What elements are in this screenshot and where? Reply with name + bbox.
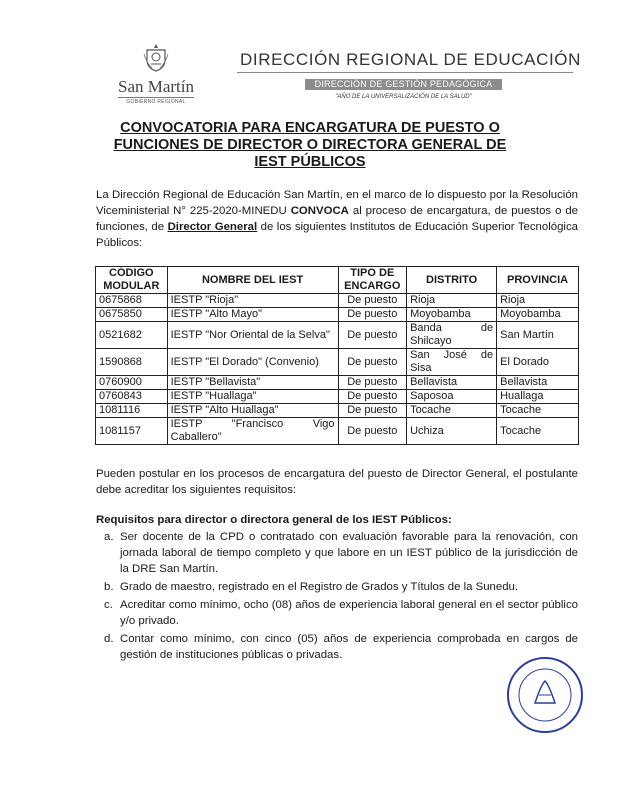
intro-director-general: Director General [167, 221, 258, 233]
cell-provincia: Tocache [497, 418, 579, 445]
table-row [96, 294, 579, 308]
cell-nombre: IESTP "Francisco Vigo Caballero" [167, 418, 338, 445]
col-header-codigo: CÓDIGO MODULAR [96, 267, 168, 294]
cell-codigo: 0760900 [96, 376, 168, 390]
requirement-marker: b. [104, 581, 114, 593]
cell-codigo: 1590868 [96, 349, 168, 376]
cell-provincia: San Martín [497, 322, 579, 349]
cell-distrito: Uchiza [407, 418, 497, 445]
requirement-marker: d. [104, 633, 114, 645]
requirements-heading: Requisitos para director o directora general de los IEST Públicos: [96, 514, 452, 526]
intro-paragraph [96, 187, 578, 251]
intro-text: La Dirección Regional de Educación San Martín, en el marco de lo dispuesto por la Resolución Viceministerial N° 225-2020-MINEDU [96, 189, 578, 217]
cell-codigo: 0521682 [96, 322, 168, 349]
cell-distrito: Rioja [407, 294, 497, 308]
cell-tipo: De puesto [338, 376, 407, 390]
requirement-text: Contar como mínimo, con cinco (05) años de experiencia comprobada en cargos de gestión de instituciones públicas o privadas. [120, 633, 578, 661]
cell-tipo: De puesto [338, 308, 407, 322]
cell-provincia: Huallaga [497, 390, 579, 404]
header-title: DIRECCIÓN REGIONAL DE EDUCACIÓN [240, 50, 582, 69]
cell-codigo: 0760843 [96, 390, 168, 404]
requirements-list [96, 529, 578, 665]
table-row [96, 418, 579, 445]
cell-nombre: IESTP "Huallaga" [167, 390, 338, 404]
requirement-text: Grado de maestro, registrado en el Registro de Grados y Títulos de la Sunedu. [120, 581, 519, 593]
cell-tipo: De puesto [338, 322, 407, 349]
table-row [96, 349, 579, 376]
cell-distrito: Saposoa [407, 390, 497, 404]
intro-text: de los siguientes Institutos de Educación Superior Tecnológica Públicos: [96, 221, 578, 249]
cell-nombre: IESTP "Bellavista" [167, 376, 338, 390]
cell-distrito: San José de Sisa [407, 349, 497, 376]
table-header-row [96, 267, 579, 294]
cell-nombre: IESTP "Alto Mayo" [167, 308, 338, 322]
table-row [96, 308, 579, 322]
col-header-provincia: PROVINCIA [497, 267, 579, 294]
requirement-text: Acreditar como mínimo, ocho (08) años de experiencia laboral general en el sector público y/o privado. [120, 599, 578, 627]
requirement-marker: a. [104, 531, 114, 543]
requirement-item [96, 579, 578, 595]
cell-distrito: Bellavista [407, 376, 497, 390]
iest-table [95, 266, 579, 445]
table-row [96, 322, 579, 349]
cell-provincia: Tocache [497, 404, 579, 418]
requirements-intro: Pueden postular en los procesos de encargatura del puesto de Director General, el postulante debe acreditar los siguientes requisitos: [96, 468, 578, 496]
logo-subtitle: GOBIERNO REGIONAL [118, 97, 194, 105]
cell-provincia: Bellavista [497, 376, 579, 390]
col-header-distrito: DISTRITO [407, 267, 497, 294]
cell-distrito: Tocache [407, 404, 497, 418]
col-header-nombre: NOMBRE DEL IEST [167, 267, 338, 294]
cell-tipo: De puesto [338, 349, 407, 376]
cell-nombre: IESTP "Nor Oriental de la Selva" [167, 322, 338, 349]
cell-nombre: IESTP "Rioja" [167, 294, 338, 308]
gobierno-regional-logo [110, 44, 202, 105]
cell-provincia: Rioja [497, 294, 579, 308]
requirement-text: Ser docente de la CPD o contratado con evaluación favorable para la renovación, con jornada laboral de tiempo completo y que labore en un IEST público de la jurisdicción de la DRE San Martín. [120, 531, 578, 575]
cell-tipo: De puesto [338, 404, 407, 418]
cell-provincia: Moyobamba [497, 308, 579, 322]
header-divider [237, 72, 573, 73]
cell-codigo: 0675868 [96, 294, 168, 308]
cell-codigo: 1081157 [96, 418, 168, 445]
cell-provincia: El Dorado [497, 349, 579, 376]
cell-codigo: 1081116 [96, 404, 168, 418]
document-title: CONVOCATORIA PARA ENCARGATURA DE PUESTO O FUNCIONES DE DIRECTOR O DIRECTORA GENERAL DE IEST PÚBLICOS [113, 120, 507, 170]
cell-tipo: De puesto [338, 294, 407, 308]
coat-of-arms-icon [143, 44, 169, 72]
cell-tipo: De puesto [338, 418, 407, 445]
official-seal-stamp [505, 655, 585, 735]
cell-nombre: IESTP "El Dorado" (Convenio) [167, 349, 338, 376]
intro-text: al proceso de encargatura, de puestos o de funciones, de [96, 205, 579, 233]
cell-tipo: De puesto [338, 390, 407, 404]
col-header-tipo: TIPO DE ENCARGO [338, 267, 407, 294]
cell-codigo: 0675850 [96, 308, 168, 322]
intro-convoca: CONVOCA [290, 205, 349, 217]
requirement-item [96, 597, 578, 629]
cell-distrito: Moyobamba [407, 308, 497, 322]
logo-name: San Martín [117, 77, 195, 96]
table-row [96, 376, 579, 390]
table-row [96, 390, 579, 404]
table-row [96, 404, 579, 418]
header-band: DIRECCIÓN DE GESTIÓN PEDAGÓGICA [305, 79, 502, 90]
cell-distrito: Banda de Shilcayo [407, 322, 497, 349]
cell-nombre: IESTP "Alto Huallaga" [167, 404, 338, 418]
header-motto: "AÑO DE LA UNIVERSALIZACIÓN DE LA SALUD" [335, 94, 472, 100]
requirement-item [96, 529, 578, 577]
requirement-marker: c. [104, 599, 113, 611]
